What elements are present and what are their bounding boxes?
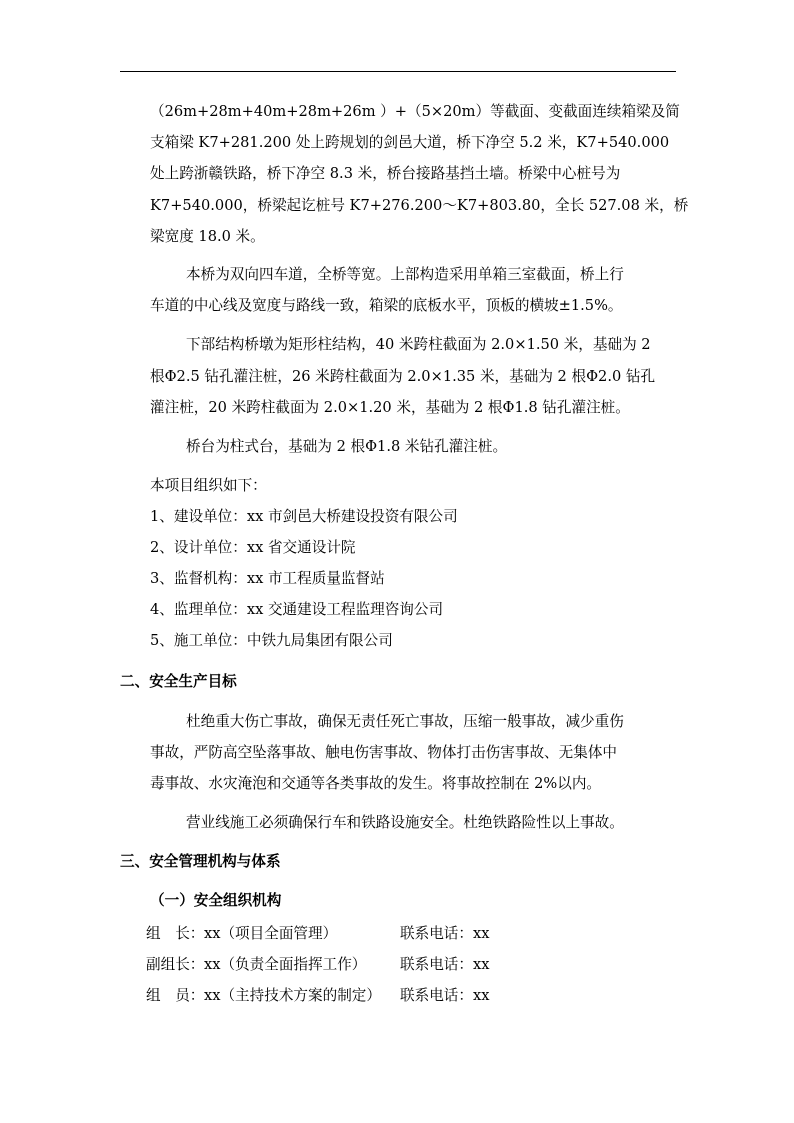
subsection-heading-organization: （一）安全组织机构 xyxy=(150,892,282,909)
intro-line: （26m+28m+40m+28m+26m ）+（5×20m）等截面、变截面连续箱梁及简 xyxy=(150,103,680,120)
deck-line: 本桥为双向四车道，全桥等宽。上部构造采用单箱三室截面，桥上行 xyxy=(186,266,624,283)
roster-role: 组 长： xyxy=(146,925,205,942)
roster-contact: 联系电话：xx xyxy=(400,925,490,942)
safety-goals-line: 事故，严防高空坠落事故、触电伤害事故、物体打击伤害事故、无集体中 xyxy=(150,744,618,761)
intro-line: 处上跨浙赣铁路，桥下净空 8.3 米，桥台接路基挡土墙。桥梁中心桩号为 xyxy=(150,165,621,182)
roster-row xyxy=(146,924,489,944)
roster-desc: xx（负责全面指挥工作） xyxy=(204,956,367,973)
safety-goals-line: 毒事故、水灾淹泡和交通等各类事故的发生。将事故控制在 2%以内。 xyxy=(150,775,602,792)
roster-row xyxy=(146,986,489,1006)
roster-desc: xx（主持技术方案的制定） xyxy=(204,987,381,1004)
substructure-line: 下部结构桥墩为矩形柱结构，40 米跨柱截面为 2.0×1.50 米，基础为 2 xyxy=(186,336,651,353)
org-intro: 本项目组织如下： xyxy=(150,477,267,494)
list-item: 5、施工单位：中铁九局集团有限公司 xyxy=(150,632,393,649)
substructure-line: 灌注桩，20 米跨柱截面为 2.0×1.20 米，基础为 2 根Φ1.8 钻孔灌注桩。 xyxy=(150,399,630,416)
intro-line: K7+540.000，桥梁起讫桩号 K7+276.200～K7+803.80，全长 527.08 米，桥 xyxy=(150,197,689,214)
safety-goals-line: 杜绝重大伤亡事故，确保无责任死亡事故，压缩一般事故，减少重伤 xyxy=(186,713,624,730)
list-item: 2、设计单位：xx 省交通设计院 xyxy=(150,539,356,556)
railway-safety-paragraph: 营业线施工必须确保行车和铁路设施安全。杜绝铁路险性以上事故。 xyxy=(186,814,624,831)
intro-line: 梁宽度 18.0 米。 xyxy=(150,228,265,245)
roster-role: 副组长： xyxy=(146,956,205,973)
roster-contact: 联系电话：xx xyxy=(400,956,490,973)
header-rule xyxy=(120,71,676,72)
roster-role: 组 员： xyxy=(146,987,205,1004)
abutment-paragraph: 桥台为柱式台，基础为 2 根Φ1.8 米钻孔灌注桩。 xyxy=(186,438,508,455)
substructure-line: 根Φ2.5 钻孔灌注桩，26 米跨柱截面为 2.0×1.35 米，基础为 2 根Φ2.0 钻孔 xyxy=(150,368,656,385)
list-item: 1、建设单位：xx 市剑邑大桥建设投资有限公司 xyxy=(150,508,458,525)
roster-contact: 联系电话：xx xyxy=(400,987,490,1004)
roster-row xyxy=(146,955,489,975)
intro-line: 支箱梁 K7+281.200 处上跨规划的剑邑大道，桥下净空 5.2 米，K7+540.000 xyxy=(150,134,670,151)
section-heading-safety-goals: 二、安全生产目标 xyxy=(120,673,237,690)
section-heading-management: 三、安全管理机构与体系 xyxy=(120,853,281,870)
list-item: 4、监理单位：xx 交通建设工程监理咨询公司 xyxy=(150,601,444,618)
roster-desc: xx（项目全面管理） xyxy=(204,925,338,942)
list-item: 3、监督机构：xx 市工程质量监督站 xyxy=(150,570,385,587)
deck-line: 车道的中心线及宽度与路线一致，箱梁的底板水平，顶板的横坡±1.5%。 xyxy=(150,297,623,314)
